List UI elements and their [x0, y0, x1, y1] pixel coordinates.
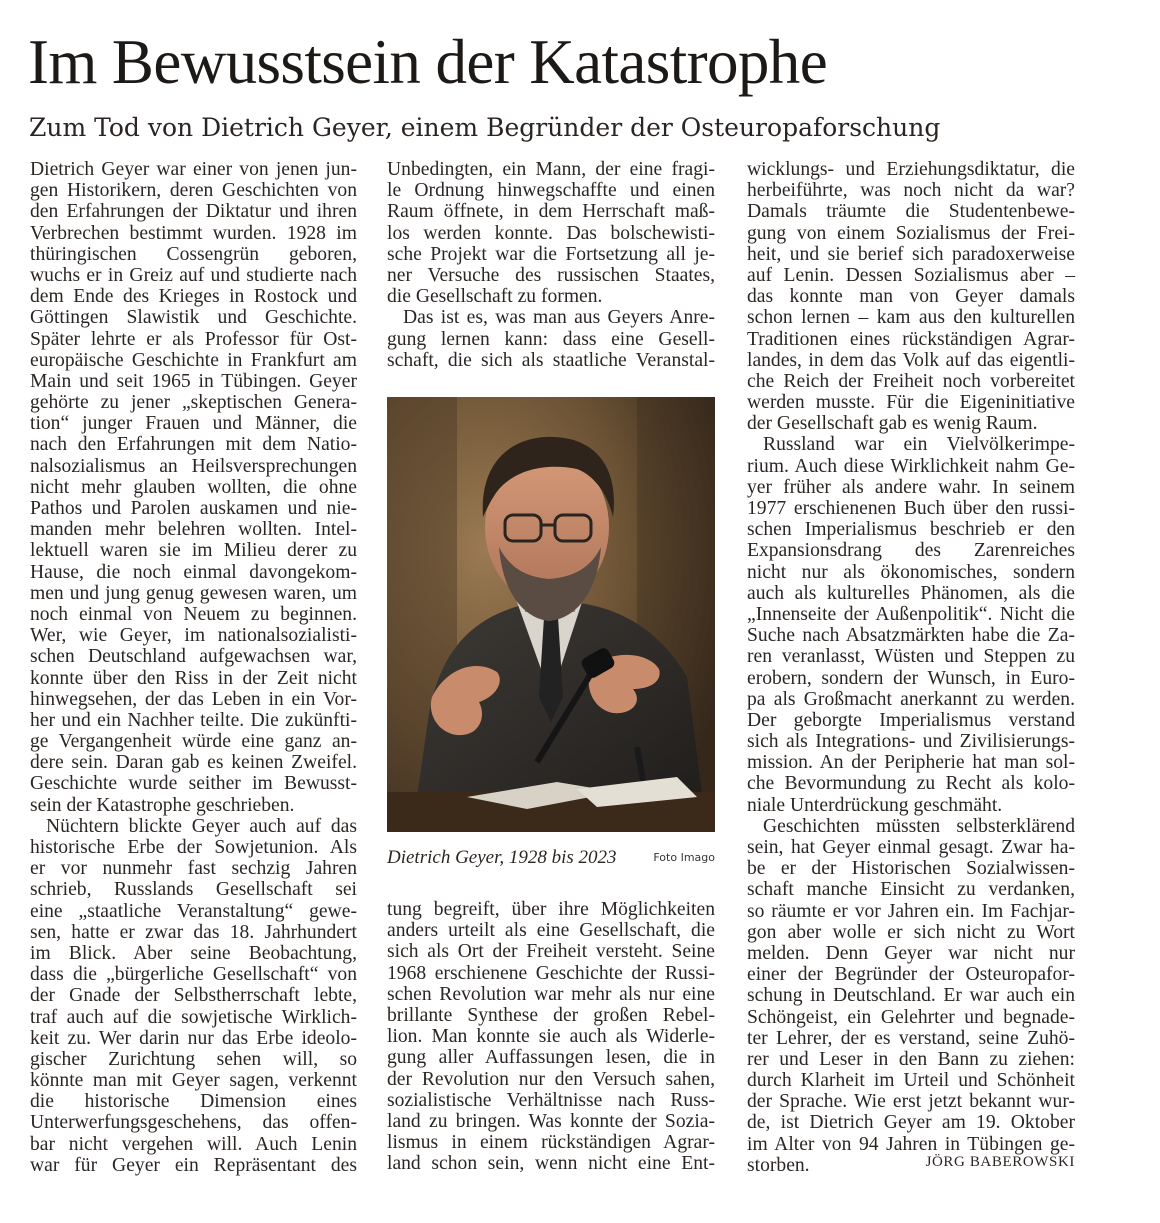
text-line: manden mehr belehren wollten. Intel- [30, 519, 357, 541]
text-line: historische Erbe der Sowjetunion. Als [30, 837, 357, 858]
text-line: Verbrechen bestimmt wurden. 1928 im [30, 222, 357, 244]
article-column-2-bottom [387, 899, 715, 1174]
text-line: schon lernen – kam aus den kulturellen [747, 307, 1075, 329]
text-line: schen Deutschland aufgewachsen war, [30, 646, 357, 668]
text-line: lektuell waren sie im Milieu derer zu [30, 540, 357, 562]
text-line: lion. Man konnte sie auch als Widerle- [387, 1026, 715, 1048]
text-line: storben. [747, 1154, 810, 1176]
text-line: der Revolution nur den Versuch sahen, [387, 1068, 715, 1090]
text-line: schen Imperialismus beschrieb er den [747, 519, 1075, 541]
text-line: her und ein Nachher teilte. Die zukünfti- [30, 709, 357, 731]
text-line: sein, hat Geyer einmal gesagt. Zwar ha- [747, 837, 1075, 858]
article-column-2-top [387, 159, 715, 371]
text-line: der Gnade der Selbstherrschaft lebte, [30, 985, 357, 1007]
text-line: dass die „bürgerliche Gesellschaft“ von [30, 964, 357, 986]
text-line: auf Lenin. Dessen Sozialismus aber – [747, 264, 1075, 286]
text-line: europäische Geschichte in Frankfurt am [30, 349, 357, 371]
text-line: sich als Ort der Freiheit versteht. Seine [387, 941, 715, 963]
text-line: Nüchtern blickte Geyer auch auf das [46, 815, 357, 837]
text-line: Geschichten müssten selbsterklärend [763, 815, 1075, 837]
text-line: sich als Integrations- und Zivilisierungs- [747, 731, 1075, 753]
text-line: men und jung genug gewesen waren, um [30, 582, 357, 604]
text-line: de, ist Dietrich Geyer am 19. Oktober [747, 1112, 1075, 1134]
text-line: che Bevormundung zu Recht als kolo- [747, 773, 1075, 795]
article-headline: Im Bewusstsein der Katastrophe [28, 27, 828, 97]
photo-caption-text: Dietrich Geyer, 1928 bis 2023 [387, 847, 617, 868]
text-line: Der geborgte Imperialismus verstand [747, 709, 1075, 731]
text-line: das konnte man von Geyer damals [747, 286, 1075, 308]
text-line: gehörte zu jener „skeptischen Genera- [30, 392, 357, 414]
text-line: sen, hatte er zwar das 18. Jahrhundert [30, 921, 357, 943]
text-line: nicht mehr glauben wollten, die ohne [30, 476, 357, 498]
text-line: Pathos und Parolen auskamen und nie- [30, 498, 357, 519]
text-line: er vor nunmehr fast sechzig Jahren [30, 858, 357, 880]
text-line: noch einmal von Neuem zu beginnen. [30, 603, 357, 625]
text-line: Geschichte wurde seither im Bewusst- [30, 773, 357, 795]
text-line: nicht nur als ökonomisches, sondern [747, 561, 1075, 583]
text-line: sein der Katastrophe geschrieben. [30, 794, 295, 816]
text-line: den Erfahrungen der Diktatur und ihren [30, 201, 357, 223]
text-line: pa als Großmacht anerkannt zu werden. [747, 688, 1075, 710]
text-line: im Blick. Aber seine Beobachtung, [30, 942, 357, 964]
text-line: sche Projekt war die Fortsetzung all je- [387, 243, 715, 265]
text-line: schaft manche Einsicht zu verdanken, [747, 879, 1075, 901]
text-line: nalsozialismus an Heilsversprechungen [30, 455, 357, 477]
text-line: gon aber wolle er sich nicht zu Wort [747, 921, 1075, 943]
article-column-3 [747, 159, 1075, 1176]
text-line: los werden konnte. Das bolschewisti- [387, 222, 715, 244]
portrait-photo [387, 397, 715, 832]
text-line: könnte man mit Geyer sagen, verkennt [30, 1070, 357, 1092]
text-line: Suche nach Absatzmärkten habe die Za- [747, 625, 1075, 647]
text-line: konnte über den Riss in der Zeit nicht [30, 667, 357, 689]
text-line: herbeiführte, was noch nicht da war? [747, 180, 1075, 202]
text-line: le Ordnung hinwegschaffte und einen [387, 180, 715, 202]
text-line: land zu bringen. Was konnte der Sozia- [387, 1110, 715, 1132]
text-line: Göttingen Slawistik und Geschichte. [30, 307, 357, 329]
text-line: rium. Auch diese Wirklichkeit nahm Ge- [747, 455, 1075, 477]
text-line: thüringischen Cossengrün geboren, [30, 243, 357, 265]
text-line: schaft, die sich als staatliche Veranstal- [387, 349, 715, 371]
text-line: Später lehrte er als Professor für Ost- [30, 328, 357, 350]
text-line: bar nicht vergehen will. Auch Lenin [30, 1133, 357, 1155]
text-line: lismus in einem rückständigen Agrar- [387, 1132, 715, 1154]
text-line: Hause, die noch einmal davongekom- [30, 561, 357, 583]
text-line: mission. An der Peripherie hat man sol- [747, 752, 1075, 774]
text-line: brillante Synthese der großen Rebel- [387, 1004, 715, 1026]
text-line: be er der Historischen Sozialwissen- [747, 858, 1075, 880]
text-line: Expansionsdrang des Zarenreiches [747, 540, 1075, 562]
text-line: Unbedingten, ein Mann, der eine fragi- [387, 159, 715, 180]
text-line: rer und Leser in den Bann zu ziehen: [747, 1048, 1075, 1070]
text-line: schrieb, Russlands Gesellschaft sei [30, 879, 357, 901]
text-line: hinwegsehen, der das Leben in ein Vor- [30, 688, 357, 710]
text-line: Dietrich Geyer war einer von jenen jun- [30, 159, 357, 180]
text-line: Unterwerfungsgeschehens, das offen- [30, 1112, 357, 1134]
text-line: gung von einem Sozialismus der Frei- [747, 222, 1075, 244]
text-line: schen Revolution war mehr als nur eine [387, 983, 715, 1005]
text-line: Wer, wie Geyer, im nationalsozialisti- [30, 625, 357, 647]
text-line: 1977 erschienenen Buch über den russi- [747, 498, 1075, 519]
text-line: melden. Denn Geyer war nicht nur [747, 942, 1075, 964]
text-line: im Alter von 94 Jahren in Tübingen ge- [747, 1133, 1075, 1155]
text-line: ren veranlasst, Wüsten und Steppen zu [747, 646, 1075, 668]
text-line: land schon sein, wenn nicht eine Ent- [387, 1153, 715, 1175]
text-line: ter Lehrer, der es verstand, seine Zuhö- [747, 1027, 1075, 1049]
text-line: Damals träumte die Studentenbewe- [747, 201, 1075, 223]
text-line: der Sprache. Wie erst jetzt bekannt wur- [747, 1091, 1075, 1113]
text-line: che Reich der Freiheit noch vorbereitet [747, 370, 1075, 392]
portrait-illustration [387, 397, 715, 832]
text-line: gen Historikern, deren Geschichten von [30, 180, 357, 202]
text-line: keit zu. Wer darin nur das Erbe ideolo- [30, 1027, 357, 1049]
text-line: dere sein. Daran gab es keinen Zweifel. [30, 752, 357, 774]
text-line: „Innenseite der Außenpolitik“. Nicht die [747, 603, 1075, 625]
text-line: Schöngeist, ein Gelehrter und begnade- [747, 1006, 1075, 1028]
text-line: sozialistische Verhältnisse nach Russ- [387, 1089, 715, 1111]
text-line: tung begreift, über ihre Möglichkeiten [387, 899, 715, 920]
text-line: erobern, sondern der Wunsch, in Euro- [747, 667, 1075, 689]
text-line: ge Vergangenheit würde eine ganz an- [30, 731, 357, 753]
text-line: eine „staatliche Veranstaltung“ gewe- [30, 900, 357, 922]
text-line: ner Versuche des russischen Staates, [387, 264, 715, 286]
text-line: werden musste. Für die Eigeninitiative [747, 392, 1075, 414]
text-line: durch Klarheit im Urteil und Schönheit [747, 1070, 1075, 1092]
text-line: gischer Zurichtung sehen will, so [30, 1048, 357, 1070]
text-line: schung in Deutschland. Er war auch ein [747, 985, 1075, 1007]
text-line: Main und seit 1965 in Tübingen. Geyer [30, 370, 357, 392]
text-line: yer früher als andere wahr. In seinem [747, 476, 1075, 498]
text-line: gung aller Auffassungen lesen, die in [387, 1047, 715, 1069]
text-line: der Gesellschaft gab es wenig Raum. [747, 413, 1038, 435]
photo-caption [387, 846, 717, 870]
text-line: Raum öffnete, in dem Herrschaft maß- [387, 201, 715, 223]
text-line: wuchs er in Greiz auf und studierte nach [30, 264, 357, 286]
text-line: Russland war ein Vielvölkerimpe- [763, 434, 1075, 456]
photo-credit: Foto Imago [653, 851, 715, 864]
text-line: Traditionen eines rückständigen Agrar- [747, 328, 1075, 350]
article-subheadline: Zum Tod von Dietrich Geyer, einem Begründer der Osteuropaforschung [29, 113, 941, 142]
text-line: heit, und sie berief sich paradoxerweise [747, 243, 1075, 265]
text-line: die Gesellschaft zu formen. [387, 286, 603, 308]
text-line: auch als kulturelles Phänomen, als die [747, 582, 1075, 604]
text-line: war für Geyer ein Repräsentant des [30, 1154, 357, 1176]
text-line: gung lernen kann: dass eine Gesell- [387, 328, 715, 350]
author-byline: JÖRG BABEROWSKI [925, 1154, 1075, 1170]
text-line: wicklungs- und Erziehungsdiktatur, die [747, 159, 1075, 180]
text-line: so räumte er vor Jahren ein. Im Fachjar- [747, 900, 1075, 922]
text-line: nach den Erfahrungen mit dem Natio- [30, 434, 357, 456]
text-line: niale Unterdrückung geschmäht. [747, 794, 1003, 816]
text-line: die historische Dimension eines [30, 1091, 357, 1113]
text-line: anders urteilt als eine Gesellschaft, die [387, 920, 715, 942]
text-line: landes, in dem das Volk auf das eigentli- [747, 349, 1075, 371]
text-line: einer der Begründer der Osteuropafor- [747, 964, 1075, 986]
text-line: tion“ junger Frauen und Männer, die [30, 413, 357, 435]
text-line: Das ist es, was man aus Geyers Anre- [403, 307, 715, 329]
text-line: 1968 erschienene Geschichte der Russi- [387, 962, 715, 984]
text-line: dem Ende des Krieges in Rostock und [30, 286, 357, 308]
article-column-1 [30, 159, 357, 1176]
text-line: traf auch auf die sowjetische Wirklich- [30, 1006, 357, 1028]
